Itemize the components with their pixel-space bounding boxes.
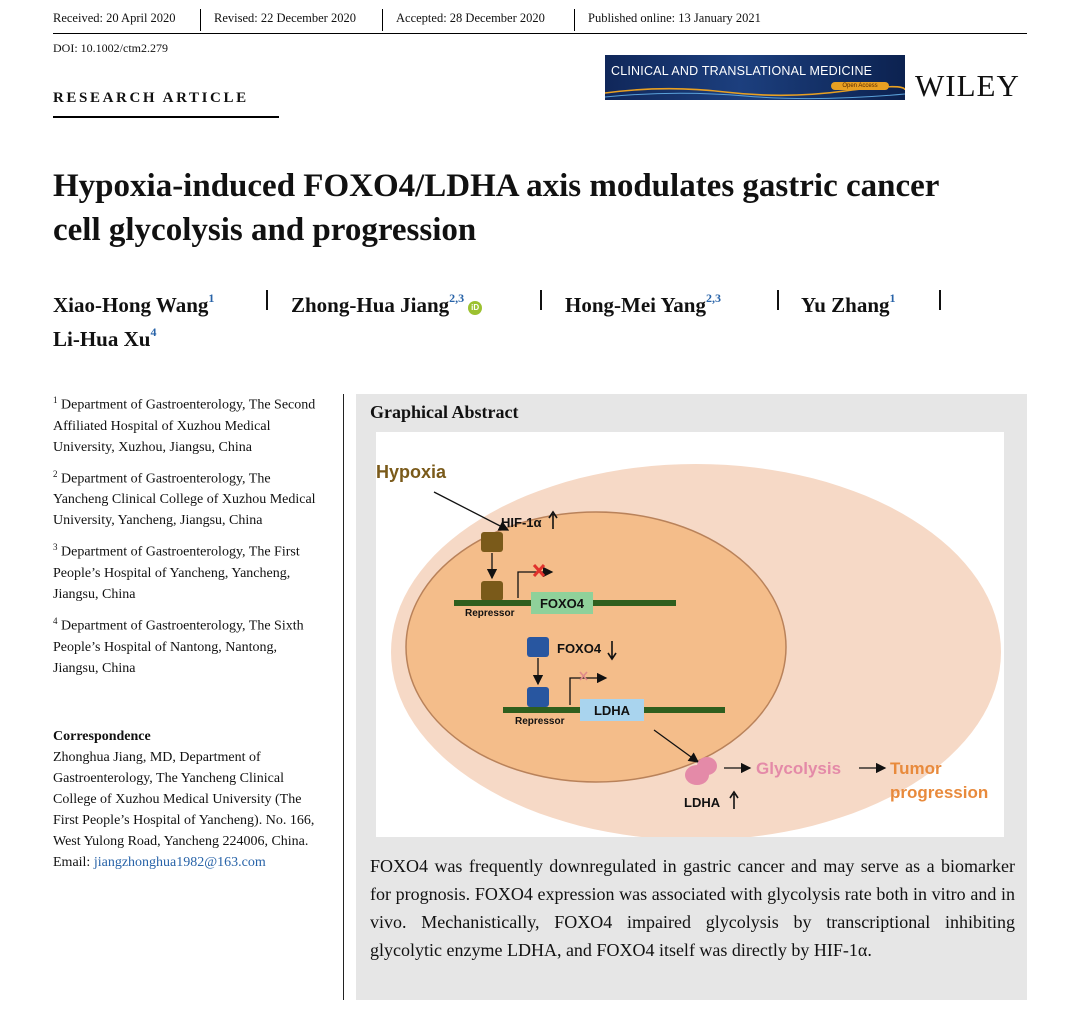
affiliations bbox=[53, 390, 323, 685]
hif-label: HIF-1α bbox=[501, 515, 542, 530]
affiliation-marker: 4 bbox=[150, 325, 157, 339]
foxo4-repressor-protein bbox=[527, 687, 549, 707]
affiliation: $^1$ Department of Gastroenterology, The Second Affiliated Hospital of Xuzhou Medical University, Xuzhou, Jiangsu, China bbox=[53, 395, 316, 455]
article-type: RESEARCH ARTICLE bbox=[53, 90, 249, 106]
hif-repressor-protein bbox=[481, 581, 503, 601]
foxo4-protein-label: FOXO4 bbox=[557, 641, 602, 656]
divider bbox=[540, 290, 542, 310]
accepted-date: Accepted: 28 December 2020 bbox=[396, 11, 545, 25]
divider bbox=[777, 290, 779, 310]
repressor-label: Repressor bbox=[465, 608, 515, 619]
affiliation-marker: 1 bbox=[208, 291, 215, 305]
affiliation-marker: 2,3 bbox=[449, 291, 465, 305]
orcid-icon[interactable]: iD bbox=[468, 301, 482, 315]
glycolysis-label: Glycolysis bbox=[756, 759, 842, 778]
progression-label: progression bbox=[890, 783, 989, 802]
correspondence-address: Zhonghua Jiang, MD, Department of Gastroenterology, The Yancheng Clinical College of Xuzhou Medical University (The First People’s Hospital of Yancheng). No. 166, West Yulong Road, Yancheng 224006, China. bbox=[53, 750, 315, 849]
publisher-logo[interactable]: WILEY bbox=[915, 68, 1020, 103]
email-link[interactable]: jiangzhonghua1982@163.com bbox=[93, 855, 266, 870]
journal-logo[interactable] bbox=[605, 55, 905, 100]
correspondence-email: Email: jiangzhonghua1982@163.com bbox=[53, 855, 266, 870]
ldha-gene-label: LDHA bbox=[593, 703, 631, 718]
divider bbox=[574, 9, 575, 31]
article-title: Hypoxia-induced FOXO4/LDHA axis modulates gastric cancer cell glycolysis and progression bbox=[53, 168, 939, 248]
doi[interactable]: DOI: 10.1002/ctm2.279 bbox=[53, 41, 168, 55]
publication-dates bbox=[53, 0, 1027, 34]
tumor-label: Tumor bbox=[890, 759, 942, 778]
affiliation: $^3$ Department of Gastroenterology, The First People’s Hospital of Yancheng, Yancheng, Jiangsu, China bbox=[53, 542, 300, 602]
received-date: Received: 20 April 2020 bbox=[53, 11, 176, 25]
column-divider bbox=[343, 394, 344, 1000]
published-date: Published online: 13 January 2021 bbox=[588, 11, 761, 25]
divider bbox=[382, 9, 383, 31]
foxo4-protein bbox=[527, 637, 549, 657]
graphical-abstract-figure bbox=[376, 432, 1004, 837]
correspondence bbox=[53, 726, 328, 873]
divider bbox=[266, 290, 268, 310]
open-access-badge: Open Access bbox=[831, 82, 889, 90]
author-name[interactable]: Xiao-Hong Wang$^1$ bbox=[53, 291, 215, 317]
repressor-label: Repressor bbox=[515, 716, 565, 727]
ldha-protein bbox=[697, 757, 717, 775]
pathway-diagram bbox=[376, 432, 1004, 837]
revised-date: Revised: 22 December 2020 bbox=[214, 11, 356, 25]
hypoxia-label: Hypoxia bbox=[376, 462, 447, 482]
divider bbox=[200, 9, 201, 31]
graphical-abstract-heading: Graphical Abstract bbox=[370, 402, 519, 422]
journal-name: CLINICAL AND TRANSLATIONAL MEDICINE bbox=[611, 64, 873, 78]
hif-protein bbox=[481, 532, 503, 552]
author-name[interactable]: Yu Zhang$^1$ bbox=[801, 291, 896, 317]
affiliation: $^4$ Department of Gastroenterology, The Sixth People’s Hospital of Nantong, Nantong, Jiangsu, China bbox=[53, 615, 304, 676]
foxo4-gene-label: FOXO4 bbox=[539, 596, 585, 611]
author-name[interactable]: Hong-Mei Yang$^{2,3}$ bbox=[565, 291, 721, 317]
affiliation-marker: 1 bbox=[889, 291, 896, 305]
divider bbox=[53, 116, 279, 118]
graphical-abstract bbox=[356, 394, 1027, 1000]
affiliation: $^2$ Department of Gastroenterology, The Yancheng Clinical College of Xuzhou Medical University, Yancheng, Jiangsu, China bbox=[53, 468, 316, 529]
correspondence-heading: Correspondence bbox=[53, 729, 151, 744]
ldha-protein-label: LDHA bbox=[684, 795, 721, 810]
author-name[interactable]: Zhong-Hua Jiang$^{2,3}$iD bbox=[291, 284, 482, 322]
affiliation-marker: 2,3 bbox=[705, 291, 721, 305]
author-name[interactable]: Li-Hua Xu$^4$ bbox=[53, 325, 157, 351]
graphical-abstract-summary: FOXO4 was frequently downregulated in gastric cancer and may serve as a biomarker for prognosis. FOXO4 expression was associated with glycolysis rate both in vitro and in vivo. Mechanistically, FOXO4 impaired glycolysis by transcriptional inhibiting glycolytic enzyme LDHA, and FOXO4 itself was directly by HIF-1α. bbox=[370, 856, 1015, 960]
divider bbox=[939, 290, 941, 310]
